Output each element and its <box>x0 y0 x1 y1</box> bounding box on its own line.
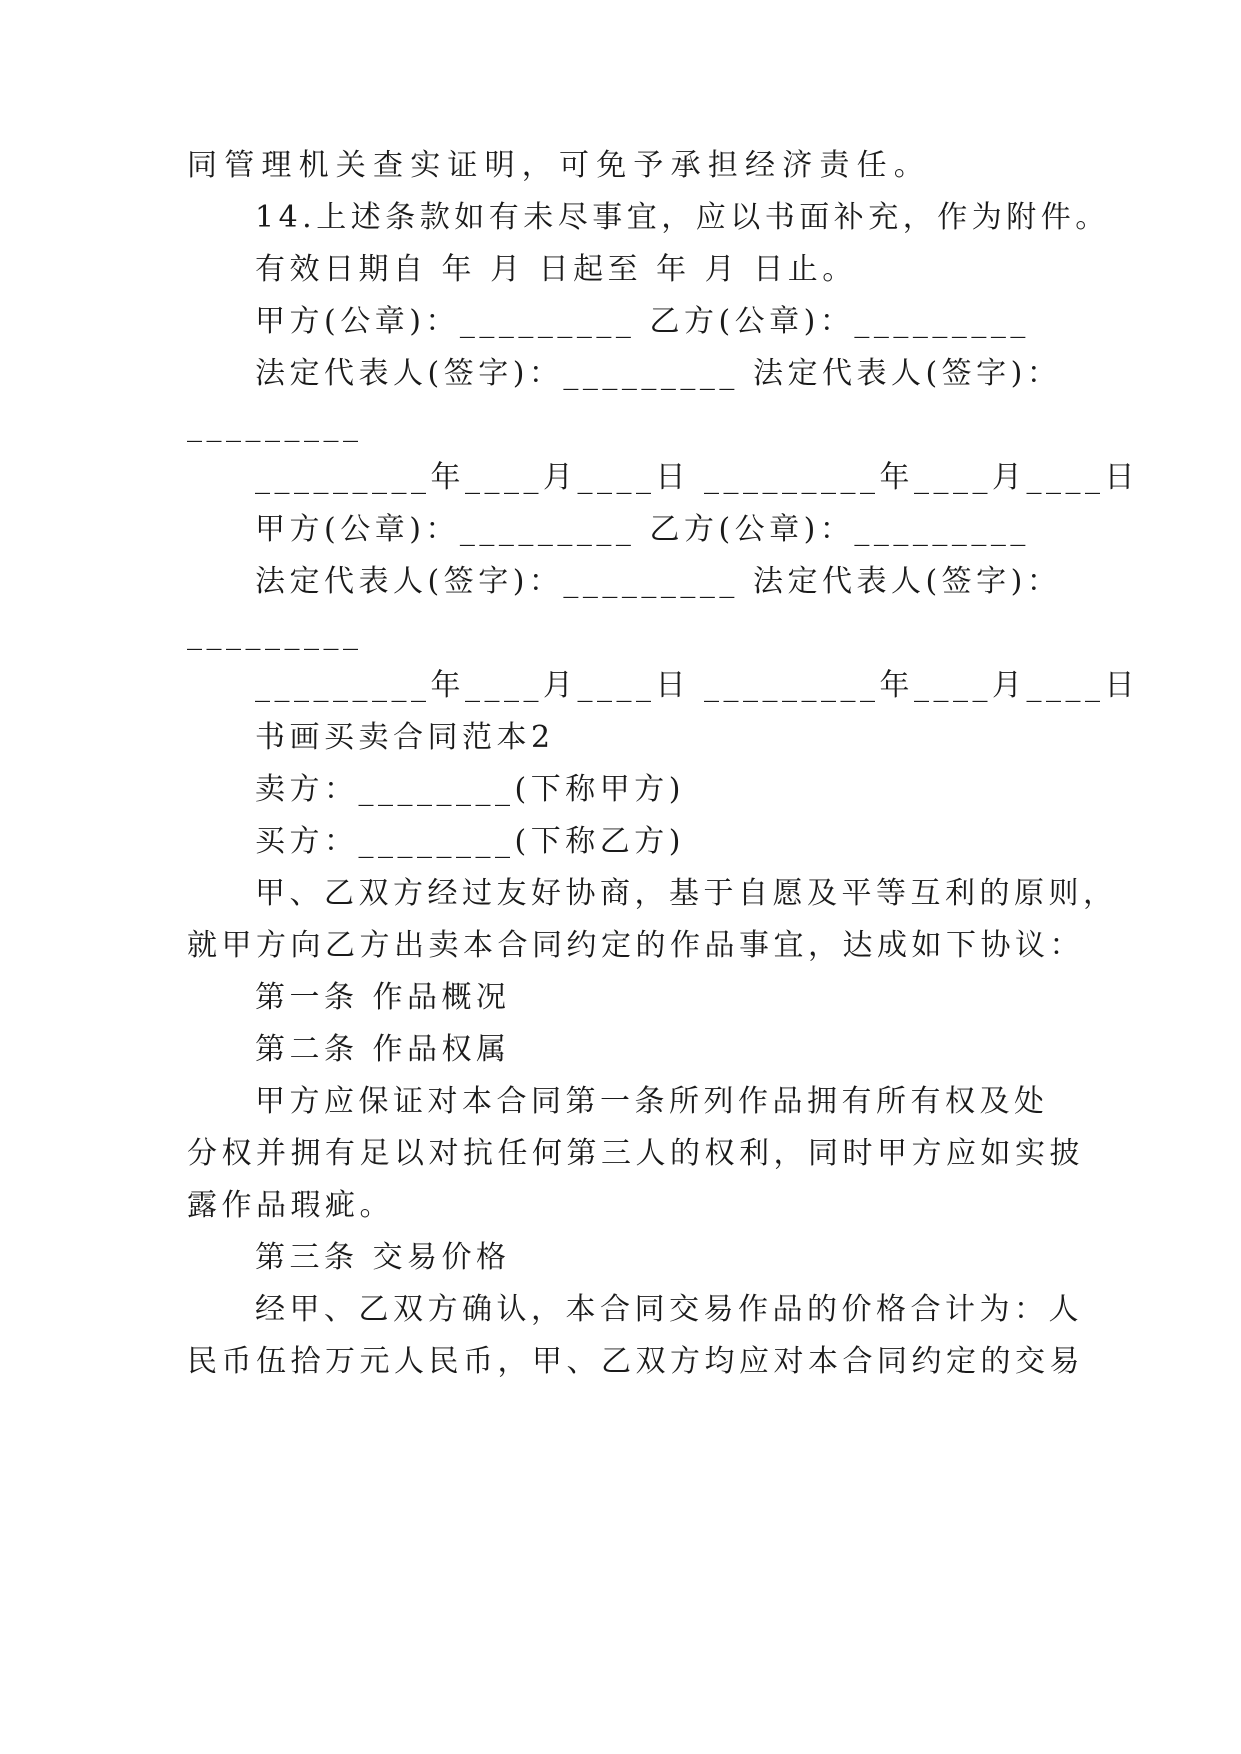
text-line: 甲方(公章)：_________ 乙方(公章)：_________ <box>255 304 1030 339</box>
clause-heading: 第一条 作品概况 <box>255 980 511 1015</box>
text-line: 法定代表人(签字)：_________ 法定代表人(签字)： <box>255 564 1062 599</box>
text-line: 法定代表人(签字)：_________ 法定代表人(签字)： <box>255 356 1062 391</box>
clause-heading: 第二条 作品权属 <box>255 1032 511 1067</box>
text-line: 同管理机关查实证明，可免予承担经济责任。 <box>187 148 931 183</box>
text-line: 有效日期自 年 月 日起至 年 月 日止。 <box>255 252 857 287</box>
text-line: 甲方(公章)：_________ 乙方(公章)：_________ <box>255 512 1030 547</box>
text-line: 露作品瑕疵。 <box>187 1188 394 1223</box>
text-line: _________年____月____日 _________年____月____日 <box>255 668 1140 703</box>
clause-heading: 第三条 交易价格 <box>255 1240 511 1275</box>
text-line: 14.上述条款如有未尽事宜，应以书面补充，作为附件。 <box>255 200 1110 235</box>
text-line: 经甲、乙双方确认，本合同交易作品的价格合计为：人 <box>255 1292 1083 1327</box>
section-title: 书画买卖合同范本2 <box>255 720 555 755</box>
text-line: 买方：________(下称乙方) <box>255 824 685 859</box>
text-line: 甲方应保证对本合同第一条所列作品拥有所有权及处 <box>255 1084 1049 1119</box>
text-line: 民币伍拾万元人民币，甲、乙双方均应对本合同约定的交易 <box>187 1344 1084 1379</box>
text-line: 分权并拥有足以对抗任何第三人的权利，同时甲方应如实披 <box>187 1136 1084 1171</box>
text-line: _________年____月____日 _________年____月____日 <box>255 460 1140 495</box>
text-line: 甲、乙双方经过友好协商，基于自愿及平等互利的原则， <box>255 876 1118 911</box>
text-line: _________ <box>187 616 363 651</box>
text-line: 卖方：________(下称甲方) <box>255 772 685 807</box>
text-line: 就甲方向乙方出卖本合同约定的作品事宜，达成如下协议： <box>187 928 1084 963</box>
text-line: _________ <box>187 408 363 443</box>
